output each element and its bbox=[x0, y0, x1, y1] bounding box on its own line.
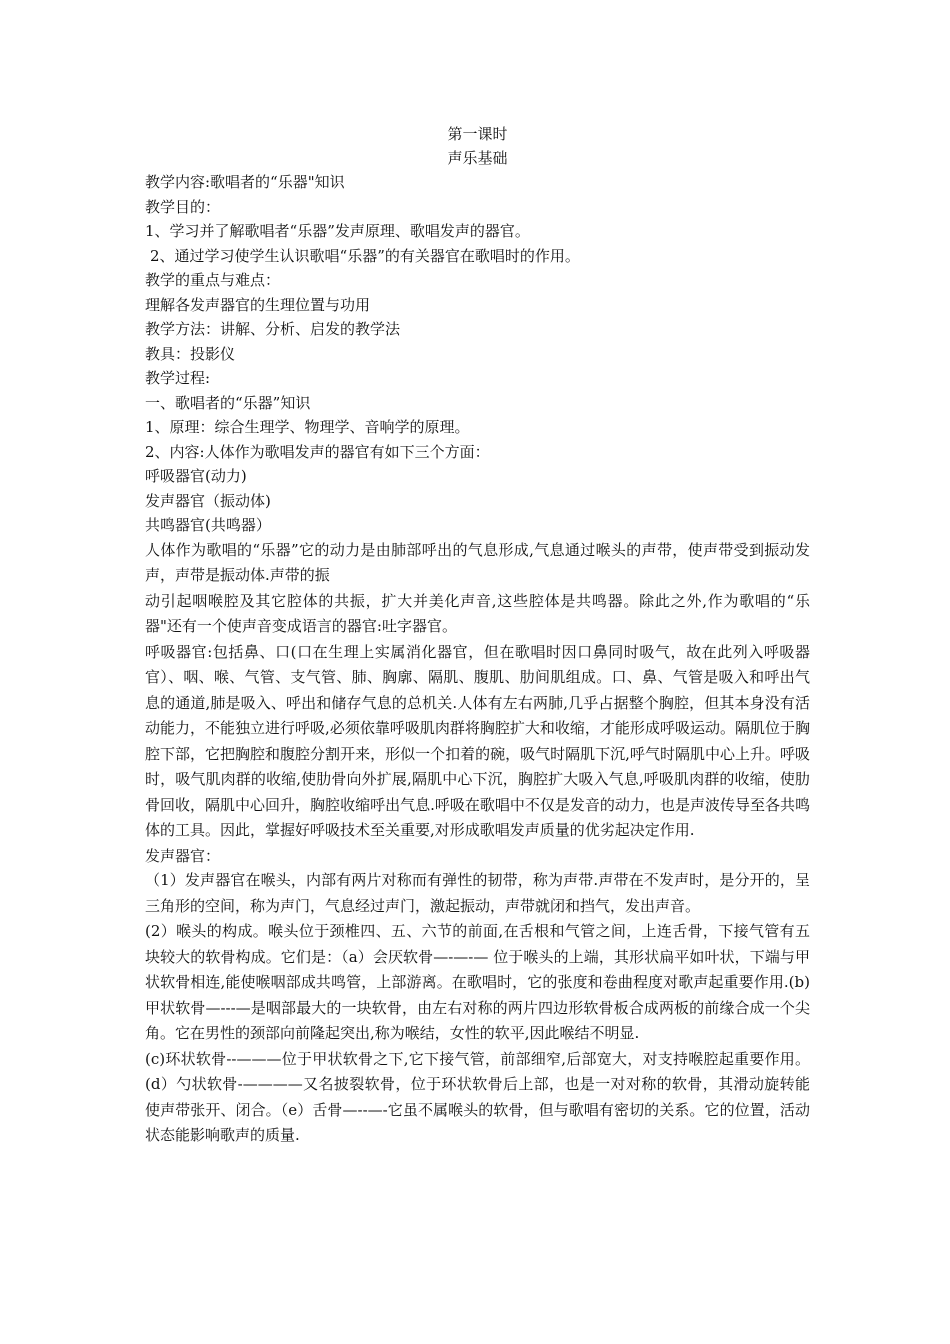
lesson-subtitle: 声乐基础 bbox=[447, 149, 508, 167]
vocal-organ-heading: 发声器官： bbox=[145, 846, 221, 865]
teaching-process-heading: 教学过程: bbox=[145, 369, 211, 387]
key-points-heading: 教学的重点与难点： bbox=[145, 271, 281, 289]
respiratory-organ-paragraph: 呼吸器官:包括鼻、口(口在生理上实属消化器官，但在歌唱时因口鼻同时吸气，故在此列入呼吸器官）、咽、喉、气管、支气管、肺、胸廓、隔肌、腹肌、肋间肌组成。口、鼻、气管是吸入和呼出气息的通道,肺是吸入、呼出和储存气息的总机关.人体有左右两肺,几乎占据整个胸腔，但其本身没有活动能力，不能独立进行呼吸,必须依靠呼吸肌肉群将胸腔扩大和收缩，才能形成呼吸运动。隔肌位于胸腔下部，它把胸腔和腹腔分割开来，形似一个扣着的碗，吸气时隔肌下沉,呼气时隔肌中心上升。呼吸时，吸气肌肉群的收缩,使肋骨向外扩展,隔肌中心下沉，胸腔扩大吸入气息,呼吸肌肉群的收缩，使肋骨回收，隔肌中心回升，胸腔收缩呼出气息.呼吸在歌唱中不仅是发音的动力，也是声波传导至各共鸣体的工具。因此，掌握好呼吸技术至关重要,对形成歌唱发声质量的优劣起决定作用. bbox=[145, 642, 810, 839]
principle-item: 1、原理：综合生理学、物理学、音响学的原理。 bbox=[145, 418, 470, 436]
respiratory-organ-item: 呼吸器官(动力) bbox=[145, 467, 247, 485]
teaching-aid: 教具：投影仪 bbox=[145, 344, 236, 363]
section-1-heading: 一、歌唱者的“乐器”知识 bbox=[145, 393, 311, 412]
teaching-goal-1: 1、学习并了解歌唱者“乐器”发声原理、歌唱发声的器官。 bbox=[145, 222, 530, 240]
content-item: 2、内容:人体作为歌唱发声的器官有如下三个方面： bbox=[145, 442, 490, 461]
teaching-method: 教学方法：讲解、分析、启发的教学法 bbox=[145, 320, 401, 338]
lesson-title: 第一课时 bbox=[447, 125, 508, 143]
cartilage-paragraph: (c)环状软骨--———位于甲状软骨之下,它下接气管，前部细窄,后部宽大，对支持喉腔起重要作用。(d）勺状软骨-————又名披裂软骨，位于环状软骨后上部，也是一对对称的软骨，其滑动旋转能使声带张开、闭合。（e）舌骨—--—-它虽不属喉头的软骨，但与歌唱有密切的关系。它的位置，活动状态能影响歌声的质量. bbox=[145, 1049, 810, 1144]
key-points-text: 理解各发声器官的生理位置与功用 bbox=[145, 295, 371, 314]
vocal-organ-paragraph-1: （1）发声器官在喉头，内部有两片对称而有弹性的韧带，称为声带.声带在不发声时，是分开的，呈三角形的空间，称为声门，气息经过声门，激起振动，声带就闭和挡气，发出声音。 bbox=[145, 871, 810, 915]
instrument-paragraph-part-1: 人体作为歌唱的“乐器”它的动力是由肺部呼出的气息形成,气息通过喉头的声带，使声带受到振动发声，声带是振动体.声带的振 bbox=[145, 540, 810, 584]
larynx-structure-paragraph: (2）喉头的构成。喉头位于颈椎四、五、六节的前面,在舌根和气管之间，上连舌骨，下接气管有五块较大的软骨构成。它们是：（a）会厌软骨—-—-— 位于喉头的上端，其形状扁平如叶状，下端与甲状软骨相连,能使喉咽部成共鸣管，上部游离。在歌唱时，它的张度和卷曲程度对歌声起重要作用.(b)甲状软骨—---—是咽部最大的一块软骨，由左右对称的两片四边形软骨板合成两板的前缘合成一个尖角。它在男性的颈部向前隆起突出,称为喉结，女性的软平,因此喉结不明显. bbox=[145, 922, 810, 1042]
document-page bbox=[145, 122, 810, 1149]
instrument-paragraph-part-2: 动引起咽喉腔及其它腔体的共振，扩大并美化声音,这些腔体是共鸣器。除此之外,作为歌唱的“乐器"还有一个使声音变成语言的器官:吐字器官。 bbox=[145, 591, 810, 635]
teaching-goal-2: 2、通过学习使学生认识歌唱“乐器”的有关器官在歌唱时的作用。 bbox=[150, 246, 580, 265]
teaching-goal-heading: 教学目的： bbox=[145, 197, 221, 216]
teaching-content: 教学内容:歌唱者的“乐器"知识 bbox=[145, 173, 345, 191]
resonance-organ-item: 共鸣器官(共鸣器） bbox=[145, 516, 271, 534]
vocal-organ-item: 发声器官（振动体) bbox=[145, 491, 271, 510]
